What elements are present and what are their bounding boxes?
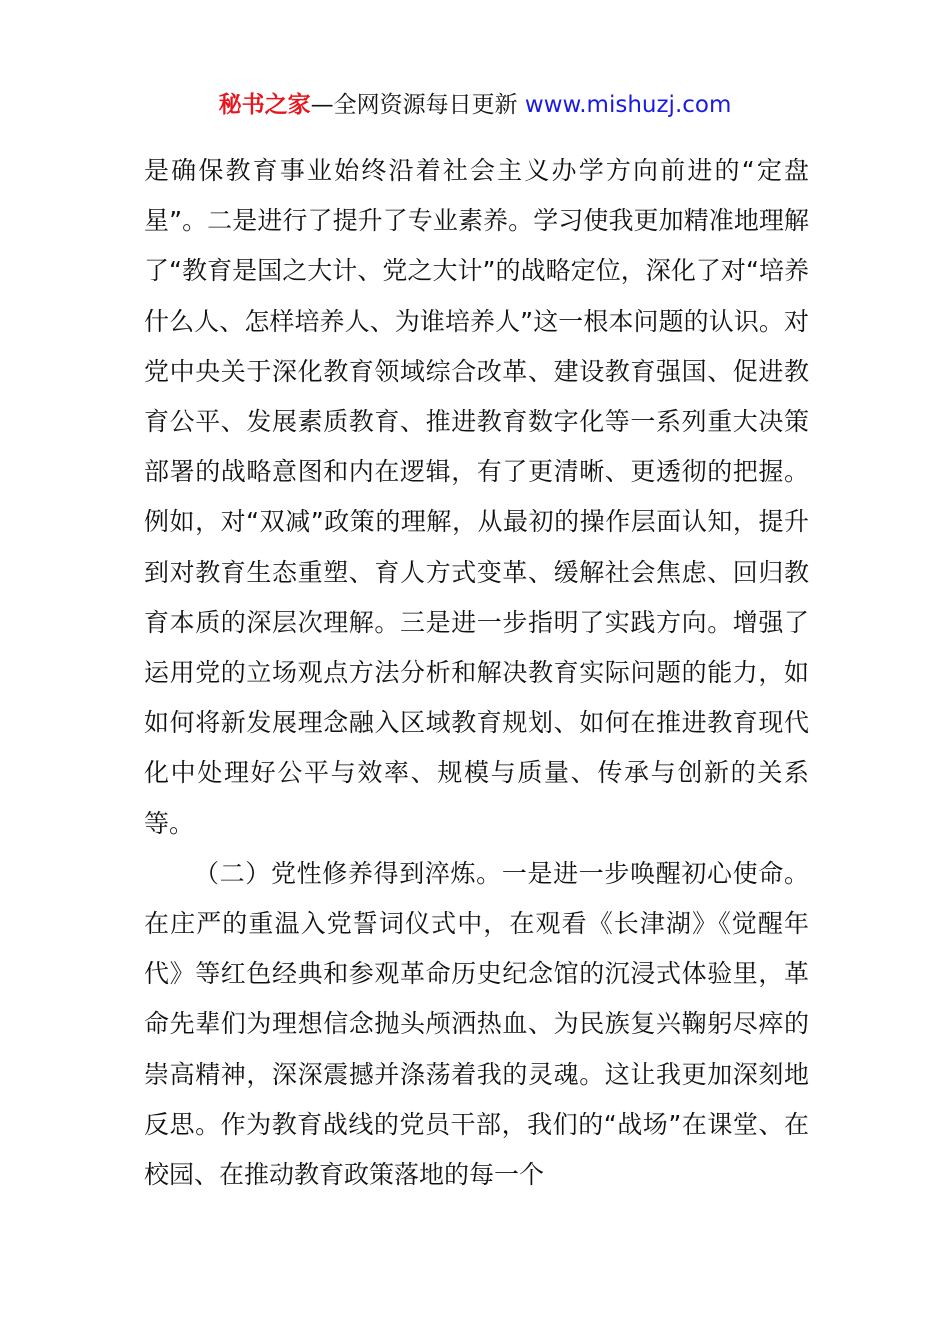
paragraph-section-two: （二）党性修养得到淬炼。一是进一步唤醒初心使命。在庄严的重温入党誓词仪式中，在观看《长津湖》《觉醒年代》等红色经典和参观革命历史纪念馆的沉浸式体验里，革命先辈们为理想信念抛头颅洒热血、为民族复兴鞠躬尽瘁的崇高精神，深深震撼并涤荡着我的灵魂。这让我更加深刻地反思。作为教育战线的党员干部，我们的“战场”在课堂、在校园、在推动教育政策落地的每一个: [144, 858, 809, 1190]
page-header: [0, 88, 950, 122]
document-body: [144, 146, 809, 1200]
header-tagline: —全网资源每日更新: [310, 92, 525, 118]
header-brand: 秘书之家: [218, 92, 311, 118]
header-url-link[interactable]: www.mishuzj.com: [524, 92, 732, 118]
paragraph-continued: 是确保教育事业始终沿着社会主义办学方向前进的“定盘星”。二是进行了提升了专业素养。学习使我更加精准地理解了“教育是国之大计、党之大计”的战略定位，深化了对“培养什么人、怎样培养人、为谁培养人”这一根本问题的认识。对党中央关于深化教育领域综合改革、建设教育强国、促进教育公平、发展素质教育、推进教育数字化等一系列重大决策部署的战略意图和内在逻辑，有了更清晰、更透彻的把握。例如，对“双减”政策的理解，从最初的操作层面认知，提升到对教育生态重塑、育人方式变革、缓解社会焦虑、回归教育本质的深层次理解。三是进一步指明了实践方向。增强了运用党的立场观点方法分析和解决教育实际问题的能力，如如何将新发展理念融入区域教育规划、如何在推进教育现代化中处理好公平与效率、规模与质量、传承与创新的关系等。: [144, 156, 809, 838]
